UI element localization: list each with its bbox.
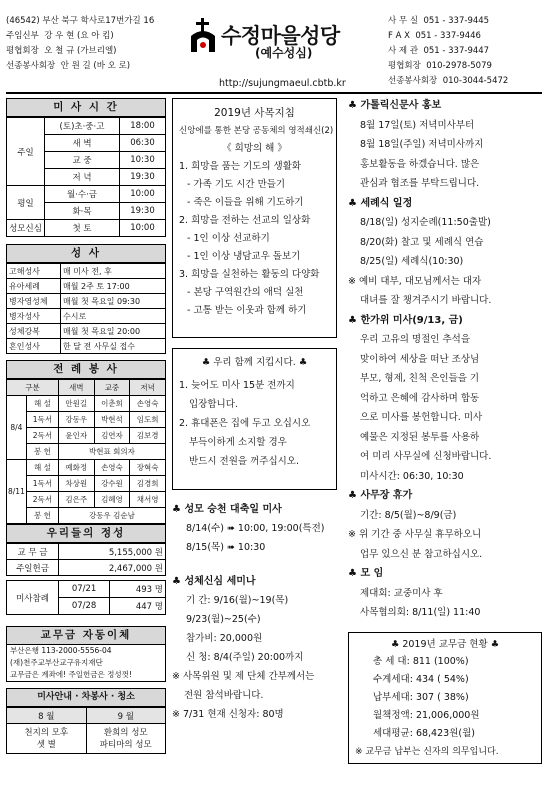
guide-title: 미사안내 · 차봉사 · 청소 [6,688,166,707]
keep-together-box: ♣ 우리 함께 지킵시다. ♣ 1. 늦어도 미사 15분 전까지 입장합니다. 2. 휴대폰은 집에 두고 오십시오 부득이하게 소지할 경우 반드시 전원을 꺼주십시오. [172,348,337,490]
pastoral-subitem: - 죽은 이들을 위해 기도하기 [187,197,304,208]
table-row: 병자성사 수시로 [7,309,166,324]
tithe-status-row: 수계세대: 434 ( 54%) [373,674,469,685]
liturgy-duty-table [6,379,166,524]
contact-funeral: 선종봉사회장 010-3044-5472 [388,76,509,86]
header-divider [6,92,542,94]
table-row: 새 벽 06:30 [7,135,166,152]
offering-section [6,524,166,615]
table-row: 1독서 강동우 박현석 임도희 [7,412,166,428]
pastoral-item: 2. 희망을 전하는 선교의 일상화 [179,215,311,226]
office-holiday-title: ♣ 사무장 휴가 [348,490,413,501]
tithe-note: ※ 교무금 납부는 신자의 의무입니다. [355,747,499,757]
contact-council: 평협회장 010-2978-5079 [388,61,492,71]
account-holder: (재)천주교부산교구유지재단 [10,658,103,667]
parish-logo-icon [189,18,217,54]
pastoral-theme: 《 희망의 해 》 [222,143,287,154]
table-row: 유아세례 매월 2주 토 17:00 [7,279,166,294]
sacraments-title: 성 사 [6,244,166,263]
funeral-service-row: 선종봉사회장 안 원 길 (바 오 로) [6,61,131,71]
table-row: 병자영성체 매월 첫 목요일 09:30 [7,294,166,309]
chuseok-mass-title: ♣ 한가위 미사(9/13, 금) [348,314,463,326]
pastoral-title: 2019년 사목지침 [214,107,295,119]
table-row: 교 무 금 5,155,000 원 [7,544,166,560]
parish-subtitle: (예수성심) [255,46,313,60]
tithe-status-row: 세대평균: 68,423원(월) [373,728,475,739]
tithe-status-title: ♣ 2019년 교무금 현황 ♣ [390,639,500,650]
table-row: 천지의 모후 셋 별 환희의 성모 파티마의 성모 [7,724,166,754]
mass-sunday-label: 주일 [7,118,45,186]
auto-transfer-section [6,626,166,682]
contact-rectory: 사 제 관 051 - 337-9447 [388,46,490,56]
parish-title: 수정마을성당 [221,24,340,48]
mass-weekday-label: 평일 [7,186,45,220]
table-header-row: 8 월 9 월 [7,708,166,724]
pastoral-subitem: - 가족 기도 시간 만들기 [187,179,286,190]
contact-office: 사 무 실 051 - 337-9445 [388,16,490,26]
mass-schedule-title: 미 사 시 간 [6,98,166,117]
pastoral-subitem: - 1인 이상 선교하기 [187,233,270,244]
sacraments-table [6,263,166,354]
table-row: 봉 헌 강동우 김순남 [7,508,166,524]
header-left-info [6,14,178,74]
assumption-section: ♣ 성모 승천 대축일 미사 8/14(수) ➠ 10:00, 19:00(특전) 8/15(목) ➠ 10:30 [172,500,342,557]
table-row: 고해성사 매 미사 전, 후 [7,264,166,279]
table-row: 봉 헌 박현표 회의자 [7,444,166,460]
guide-table [6,707,166,754]
baptism-title: ♣ 세례식 일정 [348,197,413,209]
offering-table [6,543,166,576]
table-header-row: 구분 새벽 교중 저녁 [7,380,166,396]
table-row: 교 중 10:30 [7,152,166,169]
news-title: ♣ 가톨릭신문사 홍보 [348,100,442,111]
table-row: 1독서 차상원 강수원 김경희 [7,476,166,492]
table-row: 혼인성사 한 달 전 사무실 접수 [7,339,166,354]
council-president-row: 평협회장 오 철 규 (가브리엘) [6,46,117,56]
table-row: 평일 월·수·금 10:00 [7,186,166,203]
pastoral-item: 1. 희망을 품는 기도의 생활화 [179,161,302,172]
table-row: 저 녁 19:30 [7,169,166,186]
sacraments-section [6,244,166,354]
liturgy-duty-title: 전 례 봉 사 [6,360,166,379]
liturgy-duty-section [6,360,166,524]
transfer-note: 교무금은 계좌에! 주일헌금은 정성껏! [10,670,132,679]
parish-address: (46542) 부산 북구 학사로17번가길 16 [6,16,155,26]
tithe-status-box [348,632,542,764]
table-row: 성모신심 첫 토 10:00 [7,220,166,237]
pastoral-subitem: - 본당 구역원간의 애덕 실천 [187,287,304,298]
attendance-table [6,580,166,615]
keep-title: ♣ 우리 함께 지킵시다. ♣ [201,357,308,368]
mass-holyhour-label: 성모신심 [7,220,45,237]
pastoral-guideline-box [172,98,337,338]
pastoral-subtitle: 신앙에를 통한 본당 공동체의 영적쇄신(2) [179,126,334,136]
table-row: 성체강복 매월 첫 목요일 20:00 [7,324,166,339]
parish-url[interactable]: http://sujungmaeul.cbtb.kr [219,78,346,89]
seminar-title: ♣ 성체신심 세미나 [172,576,256,587]
pastoral-subitem: - 1인 이상 냉담교우 돌보기 [187,251,301,262]
header-right-contacts [388,14,544,89]
offering-title: 우리들의 정성 [6,524,166,543]
table-row: 2독서 김은주 김혜영 채서영 [7,492,166,508]
contact-fax: F A X 051 - 337-9446 [388,31,481,41]
auto-transfer-title: 교무금 자동이체 [7,627,165,645]
mass-schedule-table [6,117,166,237]
table-row: 07/28 447 명 [7,598,166,615]
table-row: 주일 (토)초·중·고 18:00 [7,118,166,135]
table-row: 8/11 해 설 예화정 손영숙 장혁숙 [7,460,166,476]
table-row: 미사참례 07/21 493 명 [7,581,166,598]
seminar-section: ♣ 성체신심 세미나 기 간: 9/16(월)~19(목) 9/23(월)~25(수) 참가비: 20,000원 신 청: 8/4(주일) 20:00까지 ※ 사목위원 및 제 단체 간부께서는 전원 참석바랍니다. ※ 7/31 현재 신청자: 80명 [172,572,347,724]
parish-masthead [185,10,365,92]
pastor-row: 주임신부 강 우 현 (요 아 킴) [6,31,114,41]
table-row: 8/4 해 설 안원길 이춘희 손영숙 [7,396,166,412]
tithe-status-row: 월책정액: 21,006,000원 [373,710,480,721]
mass-schedule-section [6,98,166,237]
assumption-title: ♣ 성모 승천 대축일 미사 [172,504,282,515]
table-row: 화·목 19:30 [7,203,166,220]
tithe-status-row: 총 세 대: 811 (100%) [373,656,469,667]
pastoral-item: 3. 희망을 실천하는 활동의 다양화 [179,269,320,280]
table-row: 2독서 윤인자 김연자 김보경 [7,428,166,444]
tithe-status-row: 납부세대: 307 ( 38%) [373,692,469,703]
pastoral-subitem: - 고통 받는 이웃과 함께 하기 [187,305,307,316]
table-row: 주일헌금 2,467,000 원 [7,560,166,576]
meeting-title: ♣ 모 임 [348,568,384,579]
right-column: ♣ 가톨릭신문사 홍보 8월 17일(토) 저녁미사부터 8월 18일(주일) 저녁미사까지 홍보활동을 하겠습니다. 많은 관심과 협조를 부탁드립니다. ♣ 세례식 일정 8/18(일) 성지순례(11:50출발) 8/20(화) 찰고 및 세례식 연습 8/25(일) 세례식(10:30) ※ 예비 대부, 대모님께서는 대자 대녀를 잘 챙겨주시기 바랍니다. ♣ 한가위 미사(9/13, 금) 우리 고유의 명절인 추석을 맞이하여 세상을 떠난 조상님 부모, 형제, 친척 은인들을 기 억하고 은혜에 감사하며 합동 으로 미사를 봉헌합니다. 미사 예물은 지정된 봉투를 사용하 여 미리 사무실에 신청바랍니다. 미사시간: 06:30, 10:30 ♣ 사무장 휴가 기간: 8/5(월)~8/9(금) ※ 위 기간 중 사무실 휴무하오니 업무 있으신 분 참고하십시오. ♣ 모 임 제대회: 교중미사 후 사목협의회: 8/11(일) 11:40 [348,96,544,623]
guide-section [6,688,166,754]
bank-account: 부산은행 113-2000-5556-04 [10,646,112,655]
